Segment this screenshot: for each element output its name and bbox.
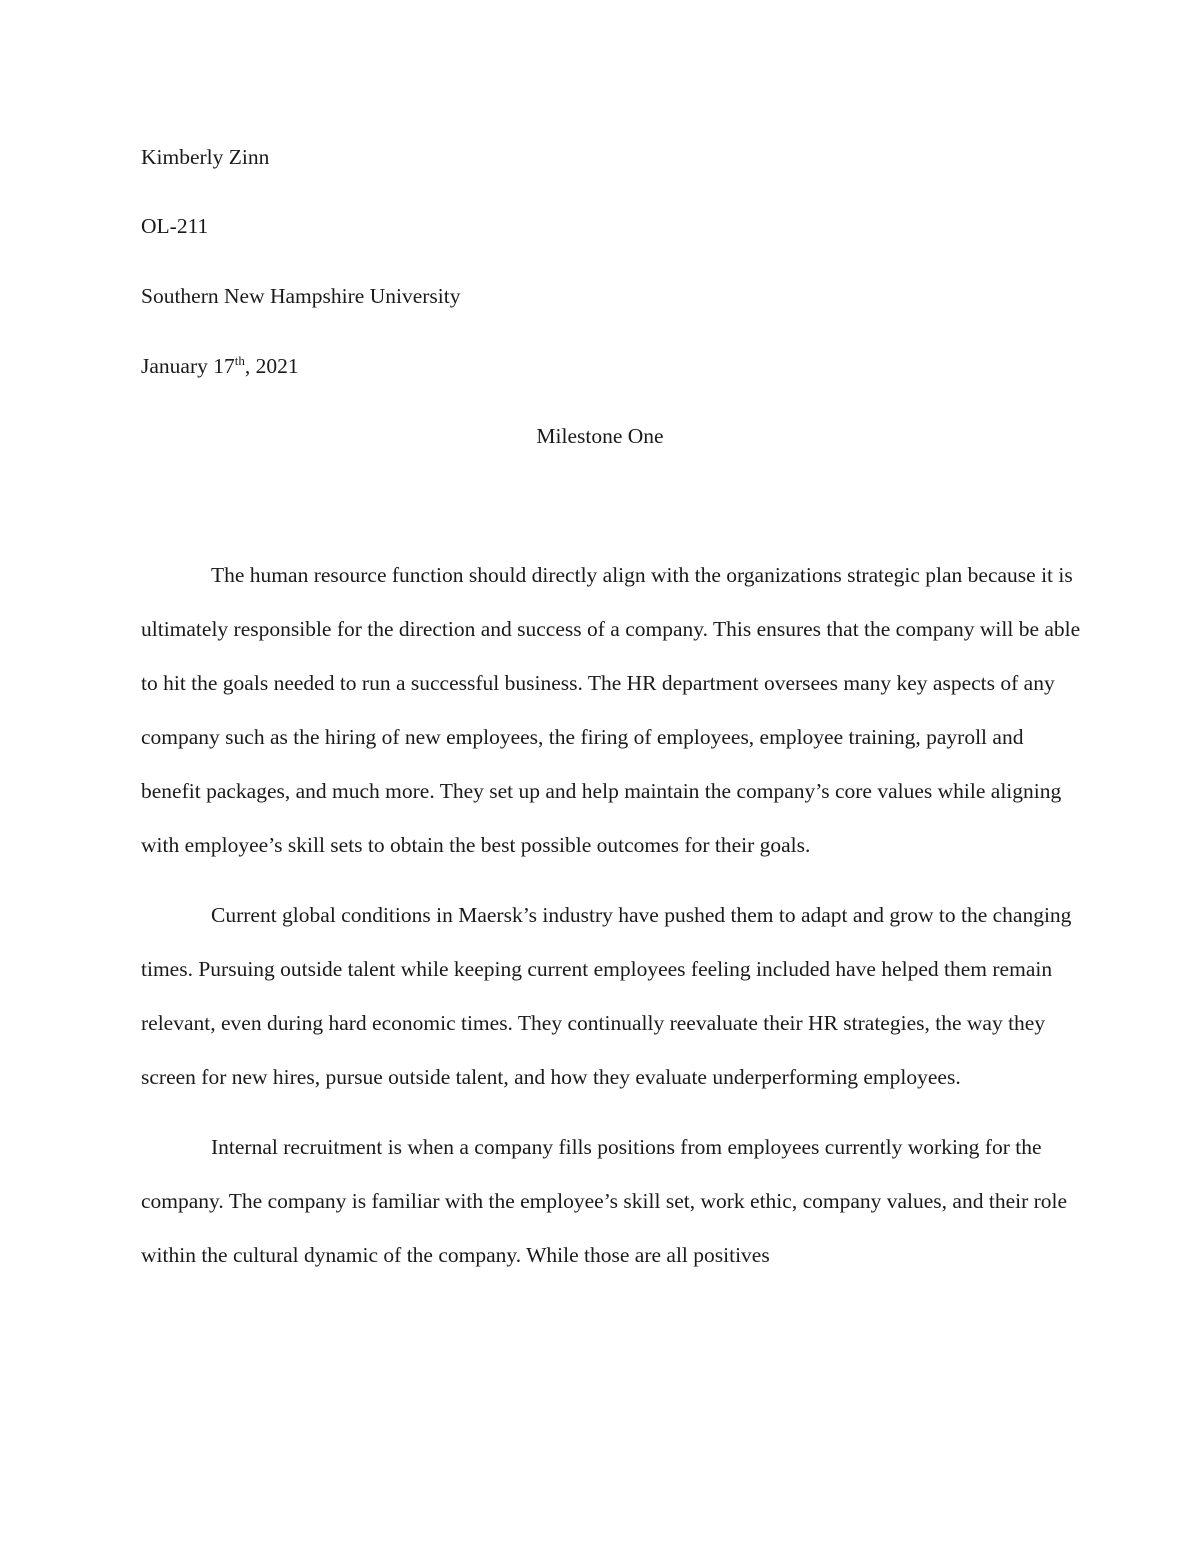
date-ordinal-suffix: th [234,352,245,368]
paragraph-internal-recruitment: Internal recruitment is when a company fills positions from employees currently working for the company. The company is familiar with the employee’s skill set, work ethic, company values, and their role within the cultural dynamic of the company. While those are all positives [141,1135,1068,1267]
author-name: Kimberly Zinn [141,145,270,169]
paragraph-hr-function: The human resource function should directly align with the organizations strategic plan because it is ultimately responsible for the direction and success of a company. This ensures that the company will be able to hit the goals needed to run a successful business. The HR department oversees many key aspects of any company such as the hiring of new employees, the firing of employees, employee training, payroll and benefit packages, and much more. They set up and help maintain the company’s core values while aligning with employee’s skill sets to obtain the best possible outcomes for their goals. [141,563,1081,857]
institution-name: Southern New Hampshire University [141,284,461,308]
course-code: OL-211 [141,214,209,238]
body-text [141,548,1081,1282]
date-prefix: January 17 [141,354,235,378]
document-title: Milestone One [536,424,664,448]
paragraph-global-conditions: Current global conditions in Maersk’s industry have pushed them to adapt and grow to the changing times. Pursuing outside talent while keeping current employees feeling included have helped them remain relevant, even during hard economic times. They continually reevaluate their HR strategies, the way they screen for new hires, pursue outside talent, and how they evaluate underperforming employees. [141,903,1072,1089]
document-date [141,352,299,378]
date-rest: , 2021 [244,354,299,378]
